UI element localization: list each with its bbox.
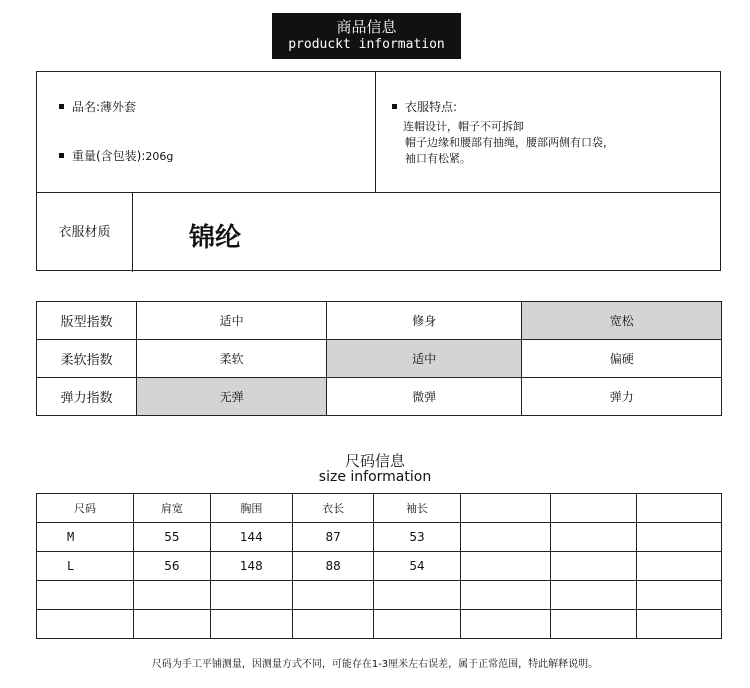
table-row [37, 552, 722, 581]
index-row [37, 302, 722, 340]
name-label: 品名: [72, 100, 101, 114]
index-table [36, 301, 722, 416]
table-cell [460, 581, 551, 610]
table-cell [292, 610, 374, 639]
bullet-icon [392, 104, 397, 109]
table-cell: 53 [374, 523, 460, 552]
product-features [392, 98, 614, 167]
table-cell: 148 [210, 552, 292, 581]
weight-value: 206g [145, 150, 174, 163]
bullet-icon [59, 153, 64, 158]
column-header [460, 494, 551, 523]
index-label: 版型指数 [37, 302, 137, 340]
index-option: 弹力 [522, 378, 722, 416]
size-title-cn: 尺码信息 [344, 452, 405, 470]
product-name [59, 98, 136, 115]
index-option-selected: 无弹 [137, 378, 327, 416]
index-label: 柔软指数 [37, 340, 137, 378]
index-option: 微弹 [326, 378, 522, 416]
column-header: 肩宽 [133, 494, 210, 523]
table-cell [374, 581, 460, 610]
table-row [37, 523, 722, 552]
table-cell: 54 [374, 552, 460, 581]
feature-line: 帽子边缘和腰部有抽绳，腰部两侧有口袋， [405, 136, 614, 149]
table-cell [551, 552, 636, 581]
column-header: 衣长 [292, 494, 374, 523]
table-cell [210, 581, 292, 610]
table-cell [210, 610, 292, 639]
product-info-box [36, 71, 721, 271]
index-label: 弹力指数 [37, 378, 137, 416]
size-cell [37, 610, 134, 639]
size-cell: L [37, 552, 134, 581]
column-header: 袖长 [374, 494, 460, 523]
index-option-selected: 宽松 [522, 302, 722, 340]
table-cell: 55 [133, 523, 210, 552]
feature-line: 袖口有松紧。 [405, 152, 471, 165]
table-row [37, 581, 722, 610]
feature-line: 连帽设计，帽子不可拆卸 [403, 120, 524, 133]
weight-label: 重量(含包装): [72, 149, 146, 163]
index-option: 修身 [326, 302, 522, 340]
table-cell [460, 552, 551, 581]
table-cell [133, 610, 210, 639]
divider [37, 192, 720, 193]
table-cell [636, 610, 721, 639]
size-table [36, 493, 722, 639]
index-row [37, 378, 722, 416]
size-cell: M [37, 523, 134, 552]
table-cell [636, 581, 721, 610]
column-header [636, 494, 721, 523]
table-cell [133, 581, 210, 610]
material-value: 锦纶 [189, 223, 242, 253]
bullet-icon [59, 104, 64, 109]
table-cell: 88 [292, 552, 374, 581]
divider [375, 72, 376, 192]
table-cell [551, 610, 636, 639]
section-header [272, 13, 461, 59]
index-option: 适中 [137, 302, 327, 340]
material-label: 衣服材质 [58, 225, 111, 240]
table-cell: 144 [210, 523, 292, 552]
column-header: 尺码 [37, 494, 134, 523]
column-header: 胸围 [210, 494, 292, 523]
header-title-cn: 商品信息 [336, 18, 397, 36]
index-option: 柔软 [137, 340, 327, 378]
table-cell [460, 523, 551, 552]
size-header-row [37, 494, 722, 523]
index-option: 偏硬 [522, 340, 722, 378]
size-cell [37, 581, 134, 610]
table-cell: 56 [133, 552, 210, 581]
table-row [37, 610, 722, 639]
header-title-en: produckt information [288, 37, 445, 52]
measurement-note: 尺码为手工平铺测量，因测量方式不同，可能存在1-3厘米左右误差，属于正常范围，特此解释说明。 [151, 659, 599, 670]
divider [132, 192, 133, 272]
table-cell: 87 [292, 523, 374, 552]
size-title-en: size information [318, 469, 432, 485]
product-weight [59, 147, 173, 164]
table-cell [636, 523, 721, 552]
table-cell [551, 523, 636, 552]
column-header [551, 494, 636, 523]
index-row [37, 340, 722, 378]
name-value: 薄外套 [100, 100, 137, 114]
table-cell [551, 581, 636, 610]
table-cell [636, 552, 721, 581]
table-cell [460, 610, 551, 639]
features-title: 衣服特点: [405, 100, 458, 114]
index-option-selected: 适中 [326, 340, 522, 378]
table-cell [374, 610, 460, 639]
table-cell [292, 581, 374, 610]
